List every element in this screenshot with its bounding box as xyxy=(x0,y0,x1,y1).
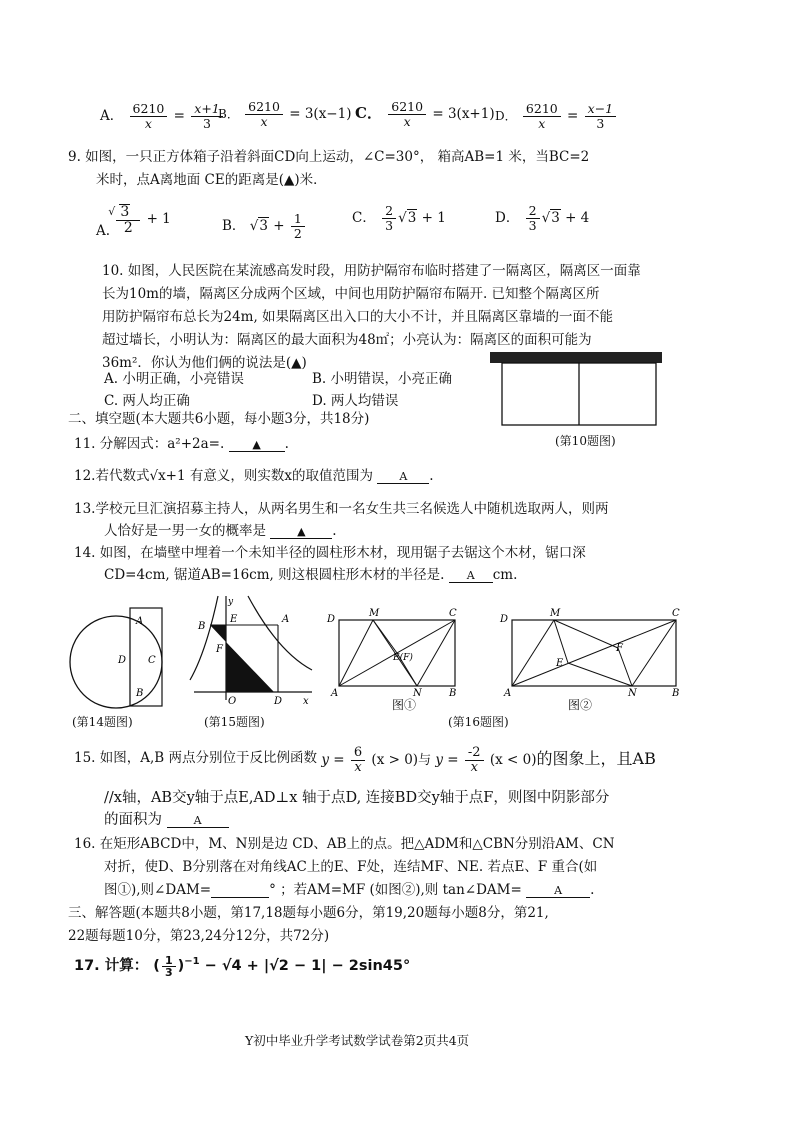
q8-option-a: A． $\frac{6210}{x}$ = $\frac{x+1}{3}$ xyxy=(100,102,225,131)
q16-line2: 对折，使D、B分别落在对角线AC上的E、F处，连结MF、NE. 若点E、F 重合(如 xyxy=(104,859,598,875)
fig16b-label-m: M xyxy=(550,608,561,619)
fig15-label-x: x xyxy=(303,696,309,707)
fig15-label-b: B xyxy=(198,621,206,632)
q16-blank-1 xyxy=(211,884,269,898)
fig10-diagram xyxy=(488,350,668,430)
q10-option-b: B. 小明错误，小亮正确 xyxy=(312,371,453,387)
fig16b-label-e: E xyxy=(556,658,564,669)
fig10-caption: (第10题图) xyxy=(555,434,616,448)
fig14-label-d: D xyxy=(118,655,127,666)
fig16b-diagonal xyxy=(512,620,676,686)
fig16a-caption: 图① xyxy=(392,698,417,712)
fig14-label-a: A xyxy=(136,616,144,627)
fig16b-cn xyxy=(632,620,676,686)
q13-line2: 人恰好是一男一女的概率是 ▲ . xyxy=(104,523,337,539)
q10-line4: 超过墙长，小明认为：隔离区的最大面积为48㎡；小亮认为：隔离区的面积可能为 xyxy=(102,332,592,348)
q9-line2: 米时，点A离地面 CE的距离是(▲)米． xyxy=(96,172,327,188)
fig14-caption: (第14题图) xyxy=(72,715,133,729)
fig16b-label-d: D xyxy=(500,614,509,625)
section3-line2: 22题每题10分，第23,24分12分，共72分) xyxy=(68,928,330,944)
fig16a-label-m: M xyxy=(369,608,380,619)
fig16b-me xyxy=(554,620,568,663)
fig16a-label-n: N xyxy=(413,688,422,698)
q10-option-d: D. 两人均错误 xyxy=(312,393,399,409)
fig16a-label-b: B xyxy=(449,688,457,698)
q12: 12.若代数式√x+1 有意义，则实数x的取值范围为 A . xyxy=(74,468,434,484)
q10-option-a: A. 小明正确，小亮错误 xyxy=(104,371,244,387)
fig15-label-o: O xyxy=(228,696,237,707)
fig15-shade-lower xyxy=(226,642,274,692)
q15-line2: //x轴，AB交y轴于点E,AD⊥x 轴于点D, 连接BD交y轴于点F，则图中阴影部分 xyxy=(104,790,610,806)
fig15-label-a: A xyxy=(282,614,290,625)
q12-blank: A xyxy=(377,470,429,484)
fig16b-label-f: F xyxy=(616,643,623,654)
fig15-diagram xyxy=(188,592,318,714)
q11: 11. 分解因式：a²+2a=. ▲ . xyxy=(74,436,289,452)
fig16a-diagram xyxy=(325,606,465,698)
fig14-label-c: C xyxy=(148,655,156,666)
fig16a-cn xyxy=(417,620,455,686)
q14-line2: CD=4cm, 锯道AB=16cm, 则这根圆柱形木材的半径是. A cm. xyxy=(104,567,518,583)
q10-line3: 用防护隔帘布总长为24m, 如果隔离区出入口的大小不计，并且隔离区靠墙的一面不能 xyxy=(102,309,614,325)
q15-line1: 15. 如图，A,B 两点分别位于反比例函数 y = $\frac{6}{x}$ (x > 0)与 y = $\frac{-2}{x}$ (x < 0)的图象上，且AB xyxy=(74,745,656,775)
q10-option-c: C. 两人均正确 xyxy=(104,393,190,409)
fig15-label-d: D xyxy=(274,696,283,707)
fig16b-mf xyxy=(554,620,618,648)
fig15-caption: (第15题图) xyxy=(204,715,265,729)
fig15-curve-right xyxy=(248,596,312,670)
q9-option-c: C． $\frac{2}{3}$ √3 + 1 xyxy=(352,203,446,233)
q16-line3: 图①),则∠DAM= ° ；若AM=MF (如图②),则 tan∠DAM= A . xyxy=(104,882,595,898)
fig16-caption: (第16题图) xyxy=(448,715,509,729)
q8-option-d: D． $\frac{6210}{x}$ = $\frac{x-1}{3}$ xyxy=(495,102,618,131)
fig16b-diagram xyxy=(498,606,688,698)
q16-blank-2: A xyxy=(526,884,590,898)
fig16b-am xyxy=(512,620,554,686)
fig14-diagram xyxy=(62,600,182,712)
fig16a-label-d: D xyxy=(327,614,336,625)
q17: 17. 计算： ( $\frac{1}{3}$ )$^{-1}$ − √4 + |√2 − 1| − 2sin45° xyxy=(74,953,411,979)
fig10-wall xyxy=(490,352,662,363)
q9-option-b: B． √3 + $\frac{1}{2}$ xyxy=(222,212,307,241)
fig16b-label-n: N xyxy=(628,688,637,698)
fig16b-label-a: A xyxy=(504,688,512,698)
fig14-wall xyxy=(130,608,162,706)
q8-option-b: B． $\frac{6210}{x}$ = 3(x−1) xyxy=(218,99,352,129)
fig15-curve-left xyxy=(190,596,218,680)
fig16a-label-ef: E(F) xyxy=(393,653,413,663)
fig16b-caption: 图② xyxy=(568,698,593,712)
q11-blank: ▲ xyxy=(229,438,285,452)
q10-line2: 长为10m的墙，隔离区分成两个区域，中间也用防护隔帘布隔开. 已知整个隔离区所 xyxy=(102,286,600,302)
q15-line3: 的面积为 A xyxy=(104,808,229,829)
q10-line5: 36m²．你认为他们俩的说法是(▲) xyxy=(102,355,307,371)
q15-blank: A xyxy=(167,814,229,828)
fig16b-ne xyxy=(568,663,632,686)
q16-line1: 16. 在矩形ABCD中，M、N别是边 CD、AB上的点。把△ADM和△CBN分别沿AM、CN xyxy=(74,836,615,852)
q9-option-a: A. $\frac{3√}{2}$ + 1 xyxy=(96,204,171,239)
fig15-label-y: y xyxy=(228,597,234,607)
q8-option-c: C． $\frac{6210}{x}$ = 3(x+1) xyxy=(355,99,495,129)
fig16b-label-b: B xyxy=(672,688,680,698)
q14-blank: A xyxy=(449,569,493,583)
q9-line1: 9. 如图，一只正方体箱子沿着斜面CD向上运动，∠C=30°， 箱高AB=1 米，当BC=2 xyxy=(68,149,590,165)
fig15-shade-upper xyxy=(210,625,226,642)
fig14-label-b: B xyxy=(136,688,144,699)
q10-line1: 10. 如图，人民医院在某流感高发时段，用防护隔帘布临时搭建了一隔离区，隔离区一面靠 xyxy=(102,263,641,279)
fig16a-label-c: C xyxy=(449,608,457,619)
q13-line1: 13.学校元旦汇演招募主持人，从两名男生和一名女生共三名候选人中随机选取两人，则两 xyxy=(74,501,609,517)
page-footer: Y初中毕业升学考试数学试卷第2页共4页 xyxy=(245,1033,470,1048)
q9-option-d: D． $\frac{2}{3}$ √3 + 4 xyxy=(495,203,590,233)
fig16b-label-c: C xyxy=(672,608,680,619)
section2-heading: 二、填空题(本大题共6小题，每小题3分，共18分) xyxy=(68,411,370,427)
q13-blank: ▲ xyxy=(270,525,332,539)
fig15-label-f: F xyxy=(216,644,223,655)
fig16a-label-a: A xyxy=(331,688,339,698)
section3-line1: 三、解答题(本题共8小题，第17,18题每小题6分，第19,20题每小题8分，第21, xyxy=(68,905,549,921)
q14-line1: 14. 如图，在墙壁中埋着一个未知半径的圆柱形木材，现用锯子去锯这个木材，锯口深 xyxy=(74,545,586,561)
fig15-label-e: E xyxy=(230,614,238,625)
